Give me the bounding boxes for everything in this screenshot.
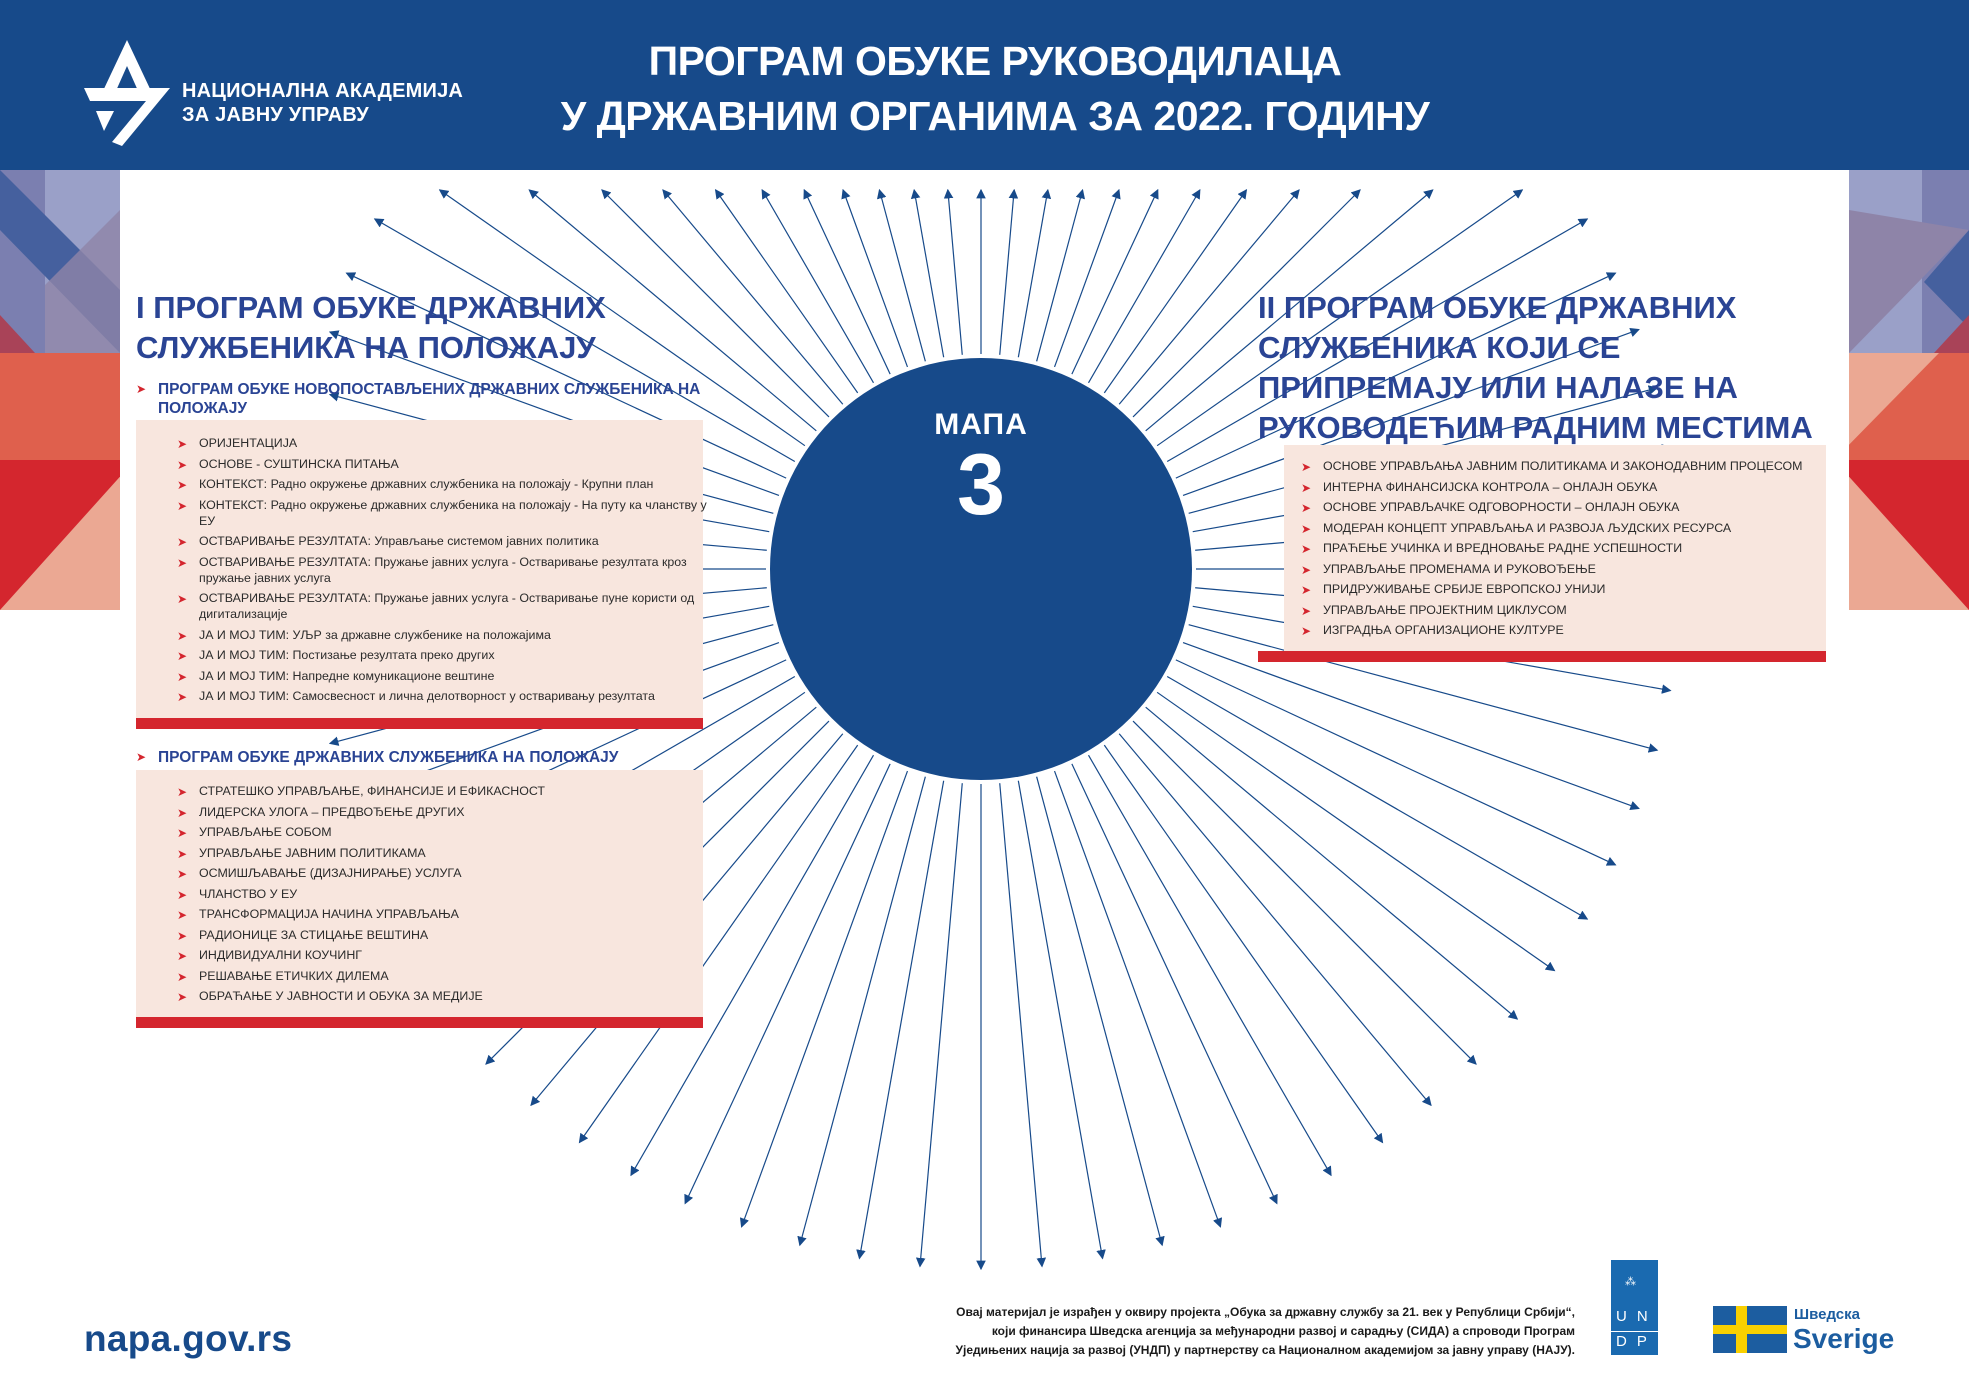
map-label: МАПА [934, 408, 1028, 441]
list-item-text: ОСНОВЕ - СУШТИНСКА ПИТАЊА [199, 456, 399, 471]
chevron-right-icon: ➤ [177, 690, 188, 704]
chevron-right-icon: ➤ [1301, 542, 1312, 556]
list-item-text: РАДИОНИЦЕ ЗА СТИЦАЊЕ ВЕШТИНА [199, 927, 429, 942]
sweden-label-big: Sverige [1793, 1323, 1895, 1354]
chevron-right-icon: ➤ [177, 437, 188, 451]
list-item [167, 476, 707, 492]
ray-arrow [1037, 777, 1163, 1245]
list-item-text: ИНДИВИДУАЛНИ КОУЧИНГ [199, 948, 362, 962]
chevron-right-icon: ➤ [177, 592, 188, 606]
list-item-text: ОСТВАРИВАЊЕ РЕЗУЛТАТА: Пружање јавних услуга - Остваривање резултата кроз пружање јавних услуга [199, 554, 687, 585]
chevron-right-icon: ➤ [177, 478, 188, 492]
ray-arrow [1104, 190, 1246, 393]
chevron-right-icon: ➤ [177, 498, 188, 513]
list-item-text: ЧЛАНСТВО У ЕУ [199, 886, 298, 901]
undp-letters-top: UN [1616, 1308, 1658, 1325]
chevron-right-icon: ➤ [177, 908, 188, 922]
chevron-right-icon: ➤ [1301, 603, 1312, 618]
list-item [167, 688, 707, 704]
list-item [167, 647, 707, 663]
chevron-right-icon: ➤ [136, 382, 147, 396]
list-item [167, 906, 707, 922]
list-item [167, 845, 707, 861]
chevron-right-icon: ➤ [1301, 460, 1312, 474]
ray-arrow [685, 764, 890, 1204]
ray-arrow [859, 781, 943, 1259]
list-item-text: ЈА И МОЈ ТИМ: Постизање резултата преко других [199, 648, 495, 662]
list-item-text: ОСТВАРИВАЊЕ РЕЗУЛТАТА: Управљање системом јавних политика [199, 534, 599, 548]
list-item [1291, 622, 1831, 638]
ray-arrow [1176, 660, 1616, 865]
chevron-right-icon: ➤ [1301, 562, 1312, 577]
section1-group2-heading [136, 748, 728, 767]
list-item [1291, 520, 1831, 536]
credit-line: Уједињених нација за развој (УНДП) у партнерству са Националном академијом за јавну управу (НАЈУ). [955, 1343, 1575, 1357]
ray-arrow [1018, 781, 1102, 1259]
list-item [167, 988, 707, 1004]
section1-group1-heading [136, 380, 728, 418]
chevron-right-icon: ➤ [177, 949, 188, 963]
list-item-text: КОНТЕКСТ: Радно окружење државних службеника на положају - На путу ка чланству у ЕУ [199, 497, 707, 528]
list-item [1291, 561, 1831, 577]
group1-heading-text: ПРОГРАМ ОБУКЕ НОВОПОСТАВЉЕНИХ ДРЖАВНИХ СЛУЖБЕНИКА НА ПОЛОЖАЈУ [158, 381, 701, 417]
section2-title [1258, 288, 1813, 448]
list-item-text: ОБРАЋАЊЕ У ЈАВНОСТИ И ОБУКА ЗА МЕДИЈЕ [199, 989, 483, 1003]
list-item-text: ОСМИШЉАВАЊЕ (ДИЗАЈНИРАЊЕ) УСЛУГА [199, 866, 462, 880]
panel-bottom-bar [136, 1017, 703, 1028]
credit-line: Овај материјал је израђен у оквиру пројекта „Обука за државну службу за 21. век у Републици Србији“, [956, 1305, 1575, 1319]
section2-title-line4: РУКОВОДЕЋИМ РАДНИМ МЕСТИМА [1258, 410, 1813, 445]
list-item-text: ЛИДЕРСКА УЛОГА – ПРЕДВОЂЕЊЕ ДРУГИХ [199, 804, 465, 819]
section1-title-line1: I ПРОГРАМ ОБУКЕ ДРЖАВНИХ [136, 290, 606, 325]
map-circle [770, 358, 1192, 780]
list-item [1291, 458, 1831, 474]
section1-group2-list [167, 783, 707, 1009]
list-item-text: ОРИЈЕНТАЦИЈА [199, 436, 298, 450]
section2-title-line1: II ПРОГРАМ ОБУКЕ ДРЖАВНИХ [1258, 290, 1737, 325]
list-item [167, 533, 707, 549]
section2-list [1291, 458, 1831, 643]
ray-arrow [1104, 745, 1382, 1142]
list-item [167, 590, 707, 622]
org-name-line2: ЗА ЈАВНУ УПРАВУ [182, 104, 369, 126]
ray-arrow [920, 783, 962, 1266]
ray-arrow [914, 190, 943, 357]
list-item [167, 554, 707, 586]
chevron-right-icon: ➤ [1301, 501, 1312, 515]
ray-arrow [1133, 721, 1476, 1064]
list-item-text: УПРАВЉАЊЕ СОБОМ [199, 825, 332, 839]
section2-title-line3: ПРИПРЕМАЈУ ИЛИ НАЛАЗЕ НА [1258, 370, 1738, 405]
list-item [167, 824, 707, 840]
chevron-right-icon: ➤ [177, 887, 188, 902]
chevron-right-icon: ➤ [177, 846, 188, 861]
undp-letters-bottom: DP [1616, 1333, 1657, 1350]
list-item-text: ТРАНСФОРМАЦИЈА НАЧИНА УПРАВЉАЊА [199, 907, 459, 921]
list-item [167, 627, 707, 643]
list-item-text: УПРАВЉАЊЕ ЈАВНИМ ПОЛИТИКАМА [199, 845, 426, 860]
list-item [167, 947, 707, 963]
chevron-right-icon: ➤ [177, 805, 188, 820]
list-item-text: ИНТЕРНА ФИНАНСИЈСКА КОНТРОЛА – ОНЛАЈН ОБУКА [1323, 479, 1658, 494]
section1-title [136, 288, 606, 368]
section2-bottom-bar [1258, 651, 1826, 662]
ray-arrow [663, 190, 843, 404]
sweden-label-small: Шведска [1794, 1306, 1860, 1323]
chevron-right-icon: ➤ [177, 555, 188, 570]
list-item [167, 668, 707, 684]
chevron-right-icon: ➤ [177, 785, 188, 799]
list-item [1291, 479, 1831, 495]
chevron-right-icon: ➤ [136, 750, 147, 764]
credit-line: који финансира Шведска агенција за међународни развој и сарадњу (СИДА) а спроводи Програм [991, 1324, 1575, 1338]
list-item-text: ОСНОВЕ УПРАВЉАЧКЕ ОДГОВОРНОСТИ – ОНЛАЈН ОБУКА [1323, 500, 1680, 514]
list-item [1291, 602, 1831, 618]
ray-arrow [948, 190, 962, 355]
ray-arrow [1146, 707, 1518, 1019]
list-item-text: ПРАЋЕЊЕ УЧИНКА И ВРЕДНОВАЊЕ РАДНЕ УСПЕШНОСТИ [1323, 541, 1683, 555]
list-item-text: ИЗГРАДЊА ОРГАНИЗАЦИОНЕ КУЛТУРЕ [1323, 623, 1564, 637]
list-item [167, 456, 707, 472]
section2-title-line2: СЛУЖБЕНИКА КОЈИ СЕ [1258, 330, 1621, 365]
list-item [167, 927, 707, 943]
chevron-right-icon: ➤ [1301, 521, 1312, 536]
undp-logo [1611, 1260, 1658, 1355]
chevron-right-icon: ➤ [177, 628, 188, 643]
list-item [167, 783, 707, 799]
undp-divider [1611, 1331, 1658, 1332]
list-item [167, 886, 707, 902]
section1-group1-list [167, 435, 707, 709]
ray-arrow [1119, 734, 1431, 1106]
chevron-right-icon: ➤ [1301, 583, 1312, 597]
list-item-text: УПРАВЉАЊЕ ПРОЈЕКТНИМ ЦИКЛУСОМ [1323, 602, 1567, 617]
group2-heading-text: ПРОГРАМ ОБУКЕ ДРЖАВНИХ СЛУЖБЕНИКА НА ПОЛОЖАЈУ [158, 749, 619, 766]
chevron-right-icon: ➤ [177, 649, 188, 663]
ray-arrow [804, 190, 890, 374]
list-item [167, 435, 707, 451]
panel-bottom-bar [136, 718, 703, 729]
ray-arrow [800, 777, 926, 1245]
list-item-text: ЈА И МОЈ ТИМ: Самосвесност и лична делотворност у остваривању резултата [199, 689, 655, 703]
list-item [167, 865, 707, 881]
list-item-text: ЈА И МОЈ ТИМ: Напредне комуникационе вештине [199, 668, 495, 683]
ray-arrow [843, 190, 907, 367]
chevron-right-icon: ➤ [1301, 480, 1312, 495]
website-link[interactable]: napa.gov.rs [84, 1318, 293, 1359]
list-item-text: МОДЕРАН КОНЦЕПТ УПРАВЉАЊА И РАЗВОЈА ЉУДСКИХ РЕСУРСА [1323, 520, 1732, 535]
ray-arrow [716, 190, 858, 393]
list-item [167, 497, 707, 529]
chevron-right-icon: ➤ [177, 457, 188, 472]
swedish-flag-icon [1713, 1306, 1787, 1353]
chevron-right-icon: ➤ [177, 990, 188, 1004]
page-title-line1: ПРОГРАМ ОБУКЕ РУКОВОДИЛАЦА [648, 38, 1342, 84]
chevron-right-icon: ➤ [177, 867, 188, 881]
list-item-text: СТРАТЕШКО УПРАВЉАЊЕ, ФИНАНСИЈЕ И ЕФИКАСНОСТ [199, 784, 545, 798]
list-item-text: КОНТЕКСТ: Радно окружење државних службеника на положају - Крупни план [199, 477, 654, 491]
chevron-right-icon: ➤ [177, 969, 188, 984]
list-item-text: ОСНОВЕ УПРАВЉАЊА ЈАВНИМ ПОЛИТИКАМА И ЗАКОНОДАВНИМ ПРОЦЕСОМ [1323, 459, 1803, 473]
ray-arrow [1018, 190, 1047, 357]
un-emblem-icon: ⁂ [1625, 1276, 1636, 1288]
ray-arrow [1055, 190, 1119, 367]
list-item-text: РЕШАВАЊЕ ЕТИЧКИХ ДИЛЕМА [199, 968, 389, 983]
ray-arrow [1072, 190, 1158, 374]
list-item-text: УПРАВЉАЊЕ ПРОМЕНАМА И РУКОВОЂЕЊЕ [1323, 561, 1596, 576]
list-item-text: ЈА И МОЈ ТИМ: УЉР за државне службенике на положајима [199, 627, 551, 642]
chevron-right-icon: ➤ [177, 535, 188, 549]
ray-arrow [1000, 190, 1014, 355]
ray-arrow [1072, 764, 1277, 1204]
list-item-text: ОСТВАРИВАЊЕ РЕЗУЛТАТА: Пружање јавних услуга - Остваривање пуне користи од дигитализације [199, 591, 695, 621]
credit-text [870, 1303, 1575, 1360]
list-item [167, 968, 707, 984]
ray-arrow [1157, 692, 1554, 970]
chevron-right-icon: ➤ [177, 669, 188, 684]
chevron-right-icon: ➤ [177, 928, 188, 943]
map-number: 3 [957, 437, 1005, 533]
flag-cross-horizontal [1713, 1325, 1787, 1334]
list-item-text: ПРИДРУЖИВАЊЕ СРБИЈЕ ЕВРОПСКОЈ УНИЈИ [1323, 582, 1606, 596]
list-item [1291, 499, 1831, 515]
ray-arrow [1000, 783, 1042, 1266]
list-item [1291, 581, 1831, 597]
list-item [1291, 540, 1831, 556]
section1-title-line2: СЛУЖБЕНИКА НА ПОЛОЖАЈУ [136, 330, 596, 365]
list-item [167, 804, 707, 820]
page-title-line2: У ДРЖАВНИМ ОРГАНИМА ЗА 2022. ГОДИНУ [560, 93, 1430, 139]
chevron-right-icon: ➤ [177, 826, 188, 840]
org-name-line1: НАЦИОНАЛНА АКАДЕМИЈА [182, 80, 464, 102]
chevron-right-icon: ➤ [1301, 624, 1312, 638]
